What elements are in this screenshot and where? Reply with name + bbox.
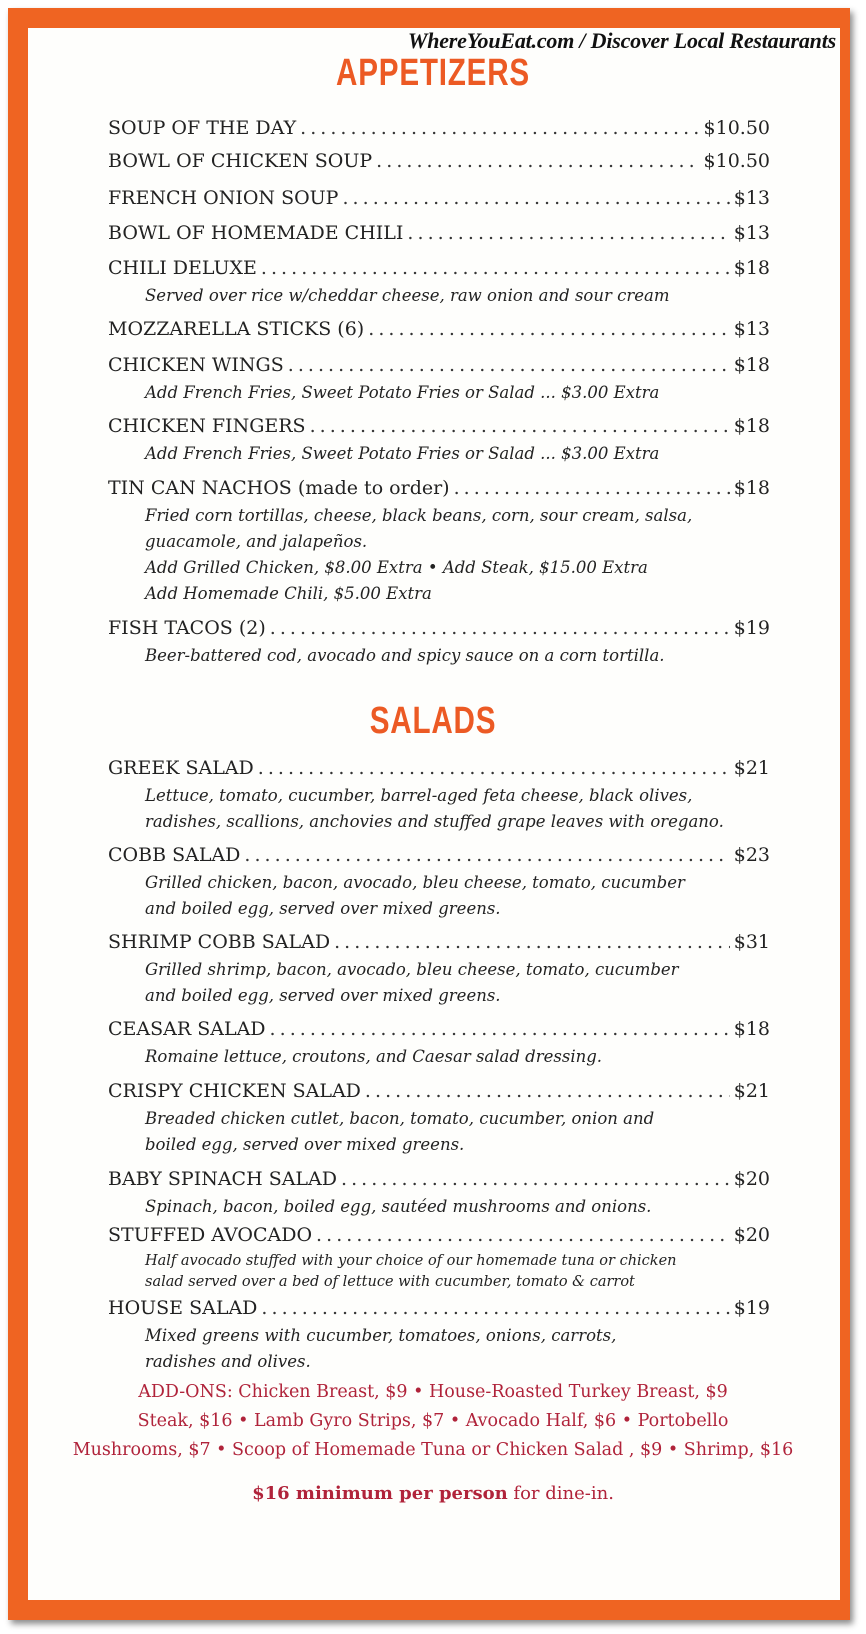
dot-leader [258,757,730,779]
item-price: $21 [733,757,770,779]
menu-item [108,222,770,244]
menu-item [108,477,770,499]
item-description: Add Homemade Chili, $5.00 Extra [145,584,432,603]
item-description: Mixed greens with cucumber, tomatoes, onions, carrots, [145,1326,617,1345]
item-name: CEASAR SALAD [108,1018,266,1040]
dot-leader [270,617,730,639]
dot-leader [407,222,729,244]
item-price: $18 [733,257,770,279]
item-description: guacamole, and jalapeños. [145,532,368,551]
item-description: Half avocado stuffed with your choice of our homemade tuna or chicken [145,1253,677,1269]
menu-item [108,187,770,209]
item-description: radishes, scallions, anchovies and stuffed grape leaves with oregano. [145,812,724,831]
item-name: SHRIMP COBB SALAD [108,931,331,953]
dot-leader [341,1168,730,1190]
menu-item [108,354,770,376]
menu-item [108,931,770,953]
item-name: SOUP OF THE DAY [108,117,297,139]
item-price: $13 [733,222,770,244]
item-description: Romaine lettuce, croutons, and Caesar salad dressing. [145,1047,603,1066]
item-description: and boiled egg, served over mixed greens. [145,899,501,918]
menu-item [108,1018,770,1040]
item-price: $20 [733,1224,770,1246]
item-price: $19 [733,617,770,639]
item-price: $18 [733,477,770,499]
section-heading: SALADS [369,700,497,742]
menu-item [108,318,770,340]
addons-line: Steak, $16 • Lamb Gyro Strips, $7 • Avocado Half, $6 • Portobello [137,1411,729,1431]
item-price: $20 [733,1168,770,1190]
minimum-amount: $16 minimum per person [252,1483,508,1504]
dot-leader [270,1018,730,1040]
menu-item [108,1168,770,1190]
item-name: CHICKEN FINGERS [108,415,306,437]
item-description: Grilled shrimp, bacon, avocado, bleu cheese, tomato, cucumber [145,960,679,979]
item-name: MOZZARELLA STICKS (6) [108,318,365,340]
site-banner: WhereYouEat.com / Discover Local Restaurants [407,28,836,53]
item-price: $10.50 [703,150,770,172]
item-price: $13 [733,318,770,340]
addons-line: Mushrooms, $7 • Scoop of Homemade Tuna or Chicken Salad , $9 • Shrimp, $16 [72,1440,794,1460]
item-name: CHICKEN WINGS [108,354,284,376]
section-heading: APPETIZERS [336,52,530,94]
item-price: $18 [733,1018,770,1040]
item-price: $18 [733,354,770,376]
item-price: $21 [733,1080,770,1102]
item-name: FRENCH ONION SOUP [108,187,339,209]
item-name: FISH TACOS (2) [108,617,266,639]
menu-item [108,757,770,779]
item-name: BABY SPINACH SALAD [108,1168,338,1190]
item-name: STUFFED AVOCADO [108,1224,313,1246]
dot-leader [342,187,729,209]
item-description: Beer-battered cod, avocado and spicy sauce on a corn tortilla. [145,646,665,665]
item-name: HOUSE SALAD [108,1297,258,1319]
minimum-note [0,1483,866,1504]
item-description: and boiled egg, served over mixed greens. [145,986,501,1005]
menu-item [108,1297,770,1319]
item-price: $19 [733,1297,770,1319]
item-description: radishes and olives. [145,1352,311,1371]
item-price: $10.50 [703,117,770,139]
dot-leader [365,1080,730,1102]
item-description: Lettuce, tomato, cucumber, barrel-aged feta cheese, black olives, [145,786,693,805]
dot-leader [261,1297,729,1319]
dot-leader [376,150,699,172]
dot-leader [368,318,730,340]
item-description: Grilled chicken, bacon, avocado, bleu cheese, tomato, cucumber [145,873,685,892]
dot-leader [310,415,730,437]
item-name: BOWL OF CHICKEN SOUP [108,150,373,172]
item-price: $13 [733,187,770,209]
menu-item [108,1224,770,1246]
dot-leader [300,117,699,139]
minimum-rest: for dine-in. [507,1483,614,1504]
menu-item [108,150,770,172]
addons-line: ADD-ONS: Chicken Breast, $9 • House-Roasted Turkey Breast, $9 [138,1382,728,1402]
item-description: Breaded chicken cutlet, bacon, tomato, cucumber, onion and [145,1109,655,1128]
item-name: CRISPY CHICKEN SALAD [108,1080,361,1102]
menu-item [108,844,770,866]
menu-item [108,117,770,139]
item-description: Spinach, bacon, boiled egg, sautéed mushrooms and onions. [145,1197,652,1216]
menu-item [108,415,770,437]
item-description: Add French Fries, Sweet Potato Fries or Salad ... $3.00 Extra [145,444,660,463]
dot-leader [261,257,730,279]
dot-leader [316,1224,730,1246]
item-name: COBB SALAD [108,844,241,866]
dot-leader [454,477,730,499]
item-description: Served over rice w/cheddar cheese, raw onion and sour cream [145,286,670,305]
item-description: Fried corn tortillas, cheese, black beans, corn, sour cream, salsa, [145,506,693,525]
item-name: TIN CAN NACHOS (made to order) [108,477,450,499]
item-price: $31 [733,931,770,953]
menu-item [108,257,770,279]
item-name: BOWL OF HOMEMADE CHILI [108,222,404,244]
dot-leader [244,844,729,866]
item-name: GREEK SALAD [108,757,254,779]
dot-leader [334,931,730,953]
item-price: $23 [733,844,770,866]
item-description: boiled egg, served over mixed greens. [145,1135,465,1154]
item-description: Add Grilled Chicken, $8.00 Extra • Add Steak, $15.00 Extra [145,558,648,577]
dot-leader [288,354,730,376]
menu-item [108,617,770,639]
item-name: CHILI DELUXE [108,257,257,279]
item-price: $18 [733,415,770,437]
item-description: Add French Fries, Sweet Potato Fries or Salad ... $3.00 Extra [145,383,660,402]
item-description: salad served over a bed of lettuce with cucumber, tomato & carrot [145,1274,635,1290]
menu-item [108,1080,770,1102]
